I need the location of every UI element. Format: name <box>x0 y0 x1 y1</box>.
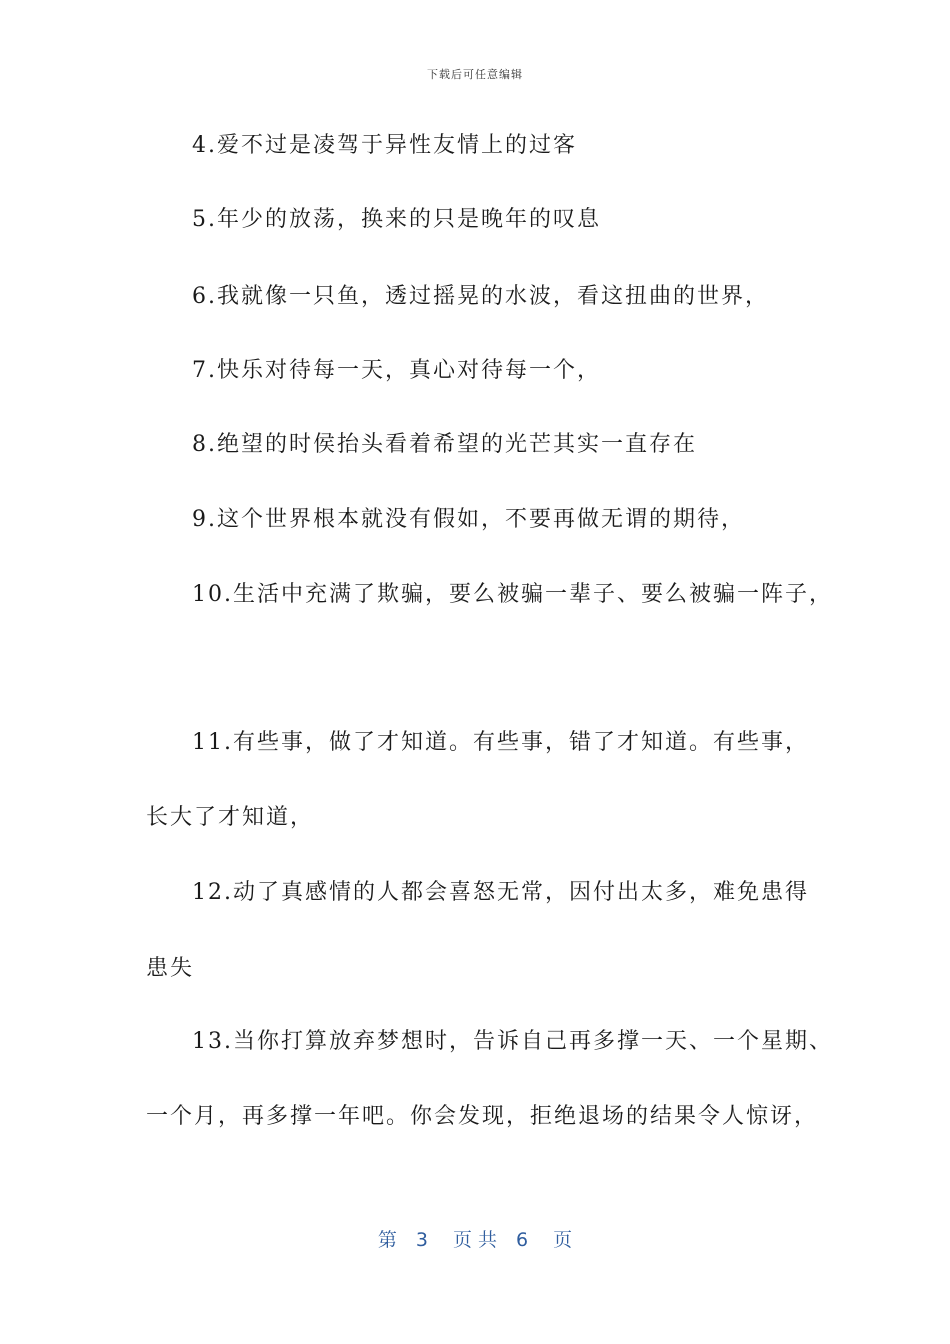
text-line: 长大了才知道， <box>146 805 315 830</box>
text-line: 12.动了真感情的人都会喜怒无常，因付出太多，难免患得 <box>192 880 809 905</box>
text-line: 10.生活中充满了欺骗，要么被骗一辈子、要么被骗一阵子， <box>192 582 833 607</box>
text-line: 6.我就像一只鱼，透过摇晃的水波，看这扭曲的世界， <box>192 284 769 309</box>
text-line: 9.这个世界根本就没有假如，不要再做无谓的期待， <box>192 507 745 532</box>
text-line: 一个月，再多撑一年吧。你会发现，拒绝退场的结果令人惊讶， <box>146 1104 819 1129</box>
text-line: 7.快乐对待每一天，真心对待每一个， <box>192 358 601 383</box>
text-line: 13.当你打算放弃梦想时，告诉自己再多撑一天、一个星期、 <box>192 1029 833 1054</box>
text-line: 4.爱不过是凌驾于异性友情上的过客 <box>192 133 577 158</box>
text-line: 5.年少的放荡，换来的只是晚年的叹息 <box>192 207 601 232</box>
text-line: 患失 <box>146 956 195 981</box>
page-header: 下载后可任意编辑 <box>427 68 523 81</box>
text-line: 11.有些事，做了才知道。有些事，错了才知道。有些事， <box>192 730 809 755</box>
page-number: 第 3 页 共 6 页 <box>377 1229 573 1251</box>
text-line: 8.绝望的时侯抬头看着希望的光芒其实一直存在 <box>192 432 697 457</box>
